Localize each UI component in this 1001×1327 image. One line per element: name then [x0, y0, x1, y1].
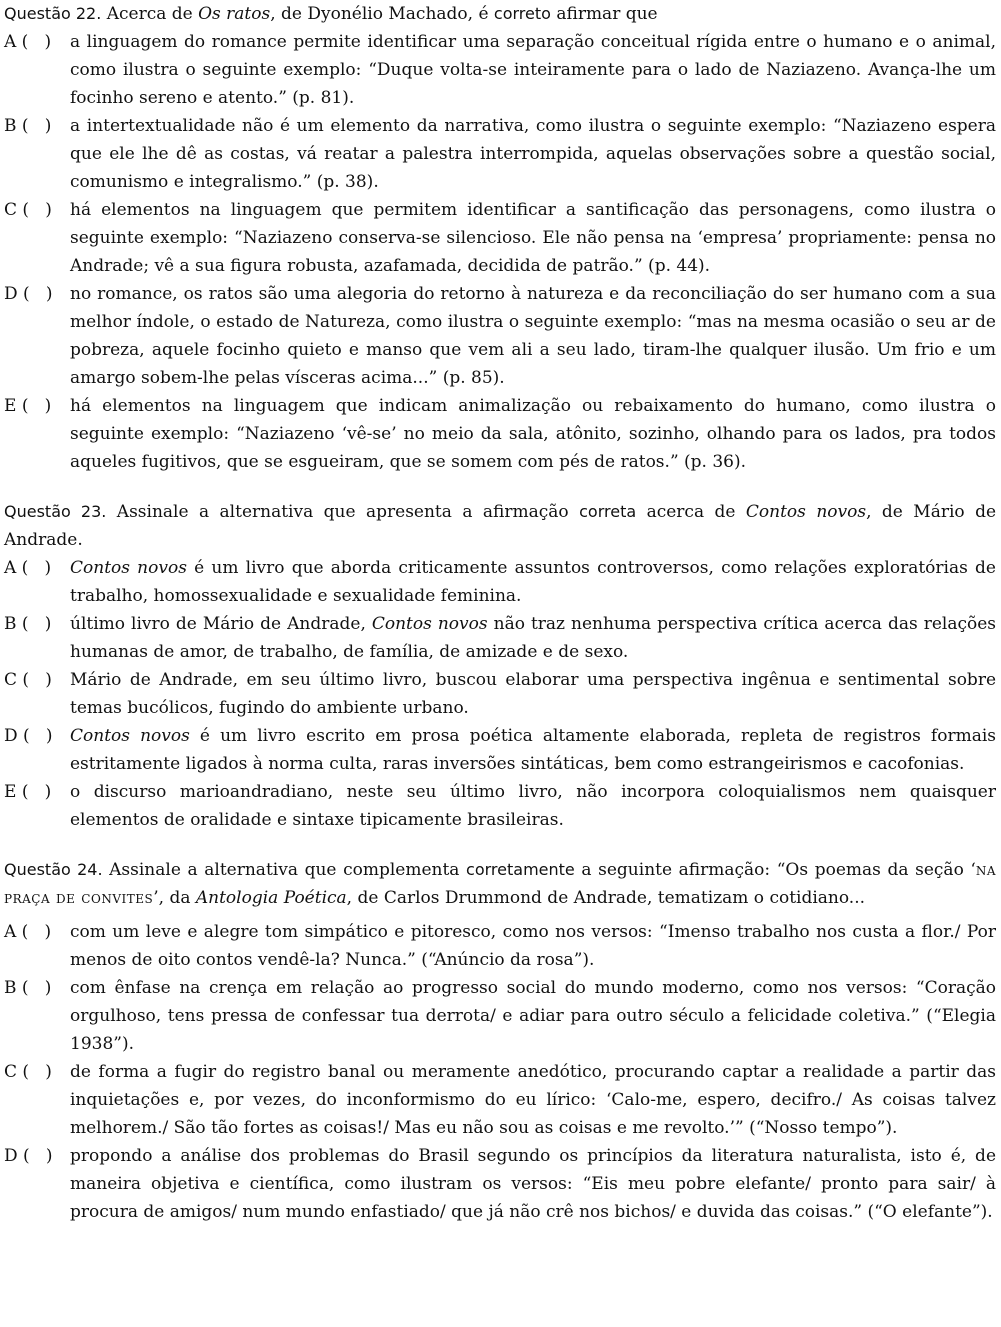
stem-text: Acerca de [101, 4, 199, 24]
option-text-part: é um livro que aborda criticamente assuntos controversos, como relações exploratórias de trabalho, homossexualidade e sexualidade feminina. [70, 558, 996, 606]
option-label[interactable]: C ( ) [4, 670, 52, 690]
question-stem [4, 856, 996, 912]
option-d[interactable] [4, 722, 996, 778]
option-b[interactable] [4, 974, 996, 1058]
option-text-part: último livro de Mário de Andrade, [70, 614, 372, 634]
option-e[interactable] [4, 778, 996, 834]
stem-keyword: correta [579, 502, 637, 521]
option-label[interactable]: D ( ) [4, 284, 53, 304]
option-text: há elementos na linguagem que indicam animalização ou rebaixamento do humano, como ilustra o seguinte exemplo: “Naziazeno ‘vê-se’ no meio da sala, atônito, sozinho, olhando para os lados, pra todos aqueles fugitivos, que se esgueiram, que se somem com pés de ratos.” (p. 36). [70, 396, 996, 472]
option-a[interactable] [4, 28, 996, 112]
book-title: Os ratos [198, 4, 271, 24]
stem-text: , de Dyonélio Machado, é [270, 4, 494, 24]
option-label[interactable]: A ( ) [4, 32, 52, 52]
question-23 [4, 498, 996, 834]
book-title: Contos novos [371, 614, 488, 634]
option-text [70, 610, 996, 666]
option-label[interactable]: D ( ) [4, 726, 53, 746]
option-text: Mário de Andrade, em seu último livro, buscou elaborar uma perspectiva ingênua e sentimental sobre temas bucólicos, fugindo do ambiente urbano. [70, 670, 996, 718]
option-text: com ênfase na crença em relação ao progresso social do mundo moderno, como nos versos: “Coração orgulhoso, tens pressa de confessar tua derrota/ e adiar para outro século a felicidade coletiva.” (“Elegia 1938”). [70, 978, 996, 1054]
question-stem [4, 0, 996, 28]
option-text: propondo a análise dos problemas do Brasil segundo os princípios da literatura naturalista, isto é, de maneira objetiva e científica, como ilustram os versos: “Eis meu pobre elefante/ pronto para sair/ à procura de amigos/ num mundo enfastiado/ que já não crê nos bichos/ e duvida das coisas.” (“O elefante”). [70, 1146, 996, 1222]
option-a[interactable] [4, 918, 996, 974]
option-text-part: é um livro escrito em prosa poética altamente elaborada, repleta de registros formais estritamente ligados à norma culta, raras inversões sintáticas, bem como estrangeirismos e cacofonias. [70, 726, 996, 774]
option-text [70, 722, 996, 778]
option-b[interactable] [4, 112, 996, 196]
option-b[interactable] [4, 610, 996, 666]
section-title: na praça de convites [4, 860, 996, 908]
stem-keyword: corretamente [466, 860, 575, 879]
option-text: há elementos na linguagem que permitem identificar a santificação das personagens, como ilustra o seguinte exemplo: “Naziazeno conserva-se silencioso. Ele não pensa na ‘empresa’ propriamente: pensa no Andrade; vê a sua figura robusta, azafamada, decidida de patrão.” (p. 44). [70, 200, 996, 276]
option-d[interactable] [4, 1142, 996, 1226]
option-text: a linguagem do romance permite identificar uma separação conceitual rígida entre o humano e o animal, como ilustra o seguinte exemplo: “Duque volta-se inteiramente para o lado de Naziazeno. Avança-lhe um focinho sereno e atento.” (p. 81). [70, 32, 996, 108]
option-label[interactable]: A ( ) [4, 558, 52, 578]
option-label[interactable]: E ( ) [4, 782, 52, 802]
stem-text: a seguinte afirmação: “Os poemas da seção ‘ [574, 860, 976, 880]
option-c[interactable] [4, 196, 996, 280]
question-number: Questão 24. [4, 860, 103, 879]
option-label[interactable]: B ( ) [4, 614, 52, 634]
option-text [70, 554, 996, 610]
option-text-part: não traz nenhuma perspectiva crítica acerca das relações humanas de amor, de trabalho, de família, de amizade e de sexo. [70, 614, 996, 662]
option-c[interactable] [4, 1058, 996, 1142]
stem-text: acerca de [636, 502, 746, 522]
stem-text: ’, da [153, 888, 196, 908]
stem-text: Assinale a alternativa que apresenta a afirmação [106, 502, 580, 522]
stem-text: Assinale a alternativa que complementa [102, 860, 467, 880]
option-label[interactable]: B ( ) [4, 978, 52, 998]
option-text: a intertextualidade não é um elemento da narrativa, como ilustra o seguinte exemplo: “Naziazeno espera que ele lhe dê as costas, vá reatar a palestra interrompida, aquelas observações sobre a questão social, comunismo e integralismo.” (p. 38). [70, 116, 996, 192]
question-stem [4, 498, 996, 554]
option-label[interactable]: B ( ) [4, 116, 52, 136]
question-22 [4, 0, 996, 476]
option-d[interactable] [4, 280, 996, 392]
option-text: o discurso marioandradiano, neste seu último livro, não incorpora coloquialismos nem quaisquer elementos de oralidade e sintaxe tipicamente brasileiras. [70, 782, 996, 830]
option-c[interactable] [4, 666, 996, 722]
option-label[interactable]: C ( ) [4, 1062, 52, 1082]
option-label[interactable]: A ( ) [4, 922, 52, 942]
question-number: Questão 22. [4, 4, 102, 23]
option-text: no romance, os ratos são uma alegoria do retorno à natureza e da reconciliação do ser humano com a sua melhor índole, o estado de Natureza, como ilustra o seguinte exemplo: “mas na mesma ocasião o seu ar de pobreza, aquele focinho quieto e manso que vem ali a seu lado, tiram-lhe qualquer ilusão. Um frio e um amargo sobem-lhe pelas vísceras acima...” (p. 85). [70, 284, 996, 388]
option-a[interactable] [4, 554, 996, 610]
book-title: Contos novos [70, 726, 190, 746]
option-label[interactable]: D ( ) [4, 1146, 53, 1166]
stem-text: afirmar que [550, 4, 658, 24]
question-24 [4, 856, 996, 1226]
option-e[interactable] [4, 392, 996, 476]
book-title: Antologia Poética [195, 888, 347, 908]
option-label[interactable]: C ( ) [4, 200, 52, 220]
stem-text: , de Mário de Andrade. [4, 502, 997, 550]
stem-keyword: correto [493, 4, 551, 23]
option-label[interactable]: E ( ) [4, 396, 52, 416]
book-title: Contos novos [70, 558, 187, 578]
option-text: com um leve e alegre tom simpático e pitoresco, como nos versos: “Imenso trabalho nos custa a flor./ Por menos de oito contos vendê-la? Nunca.” (“Anúncio da rosa”). [70, 922, 996, 970]
stem-text: , de Carlos Drummond de Andrade, tematizam o cotidiano... [346, 888, 866, 908]
book-title: Contos novos [745, 502, 867, 522]
exam-page [4, 0, 996, 1248]
option-text: de forma a fugir do registro banal ou meramente anedótico, procurando captar a realidade a partir das inquietações e, por vezes, do inconformismo do eu lírico: ‘Calo-me, espero, decifro./ As coisas talvez melhorem./ São tão fortes as coisas!/ Mas eu não sou as coisas e me revolto.’” (“Nosso tempo”). [70, 1062, 996, 1138]
question-number: Questão 23. [4, 502, 107, 521]
